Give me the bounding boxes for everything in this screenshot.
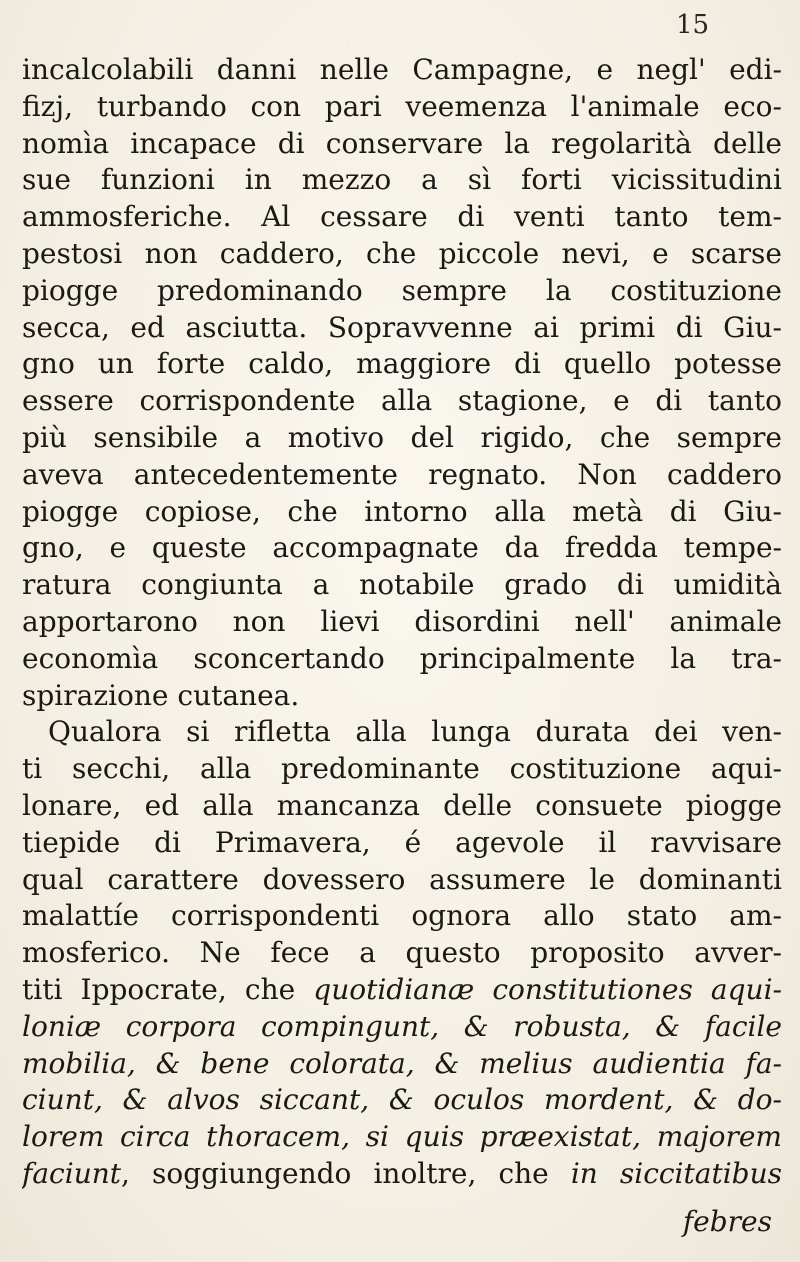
text-line	[22, 972, 782, 1009]
text-line: loniæ corpora compingunt, & robusta, & facile	[22, 1009, 782, 1043]
text-line: gno, e queste accompagnate da fredda tempe-	[22, 531, 782, 565]
text-line: pestosi non caddero, che piccole nevi, e scarse	[22, 236, 782, 270]
text-line: ti secchi, alla predominante costituzione aqui-	[22, 752, 782, 786]
text-line: aveva antecedentemente regnato. Non caddero	[22, 457, 782, 491]
text-line: tiepide di Primavera, é agevole il ravvisare	[22, 825, 782, 859]
text-segment: quotidianæ constitutiones aqui-	[313, 972, 782, 1006]
text-line: apportarono non lievi disordini nell' animale	[22, 604, 782, 638]
text-line: piogge copiose, che intorno alla metà di Giu-	[22, 494, 782, 528]
text-line: economìa sconcertando principalmente la tra-	[22, 641, 782, 675]
text-segment: titi Ippocrate, che	[22, 972, 314, 1006]
text-segment: in siccitatibus	[570, 1156, 782, 1190]
text-line: fizj, turbando con pari veemenza l'animale eco-	[22, 89, 782, 123]
body-text	[22, 52, 782, 1193]
text-line: secca, ed asciutta. Sopravvenne ai primi di Giu-	[22, 310, 782, 344]
text-line: incalcolabili danni nelle Campagne, e negl' edi-	[22, 53, 782, 86]
text-line: lonare, ed alla mancanza delle consuete piogge	[22, 788, 782, 822]
text-line: qual carattere dovessero assumere le dominanti	[22, 862, 782, 896]
text-line	[22, 1156, 782, 1193]
text-line: gno un forte caldo, maggiore di quello potesse	[22, 347, 782, 381]
text-segment: faciunt	[22, 1156, 122, 1190]
text-line: più sensibile a motivo del rigido, che sempre	[22, 420, 782, 454]
text-line: malattíe corrispondenti ognora allo stato am-	[22, 899, 782, 933]
text-line: ratura congiunta a notabile grado di umidità	[22, 568, 782, 602]
text-line: mobilia, & bene colorata, & melius audientia fa-	[22, 1046, 782, 1080]
text-line: mosferico. Ne fece a questo proposito avver-	[22, 936, 782, 970]
text-line: essere corrispondente alla stagione, e di tanto	[22, 384, 782, 418]
catchword: febres	[682, 1205, 772, 1238]
text-line: ammosferiche. Al cessare di venti tanto tem-	[22, 200, 782, 234]
text-line: Qualora si rifletta alla lunga durata dei ven-	[48, 715, 782, 749]
text-line: piogge predominando sempre la costituzione	[22, 273, 782, 307]
page-number: 15	[676, 10, 710, 40]
text-line: sue funzioni in mezzo a sì forti vicissitudini	[22, 163, 782, 197]
text-line: spirazione cutanea.	[22, 678, 300, 712]
text-line: ciunt, & alvos siccant, & oculos mordent, & do-	[22, 1083, 782, 1117]
text-segment: , soggiungendo inoltre, che	[121, 1156, 571, 1190]
text-line: lorem circa thoracem, si quis præexistat, majorem	[22, 1120, 782, 1154]
text-line: nomìa incapace di conservare la regolarità delle	[22, 126, 782, 160]
